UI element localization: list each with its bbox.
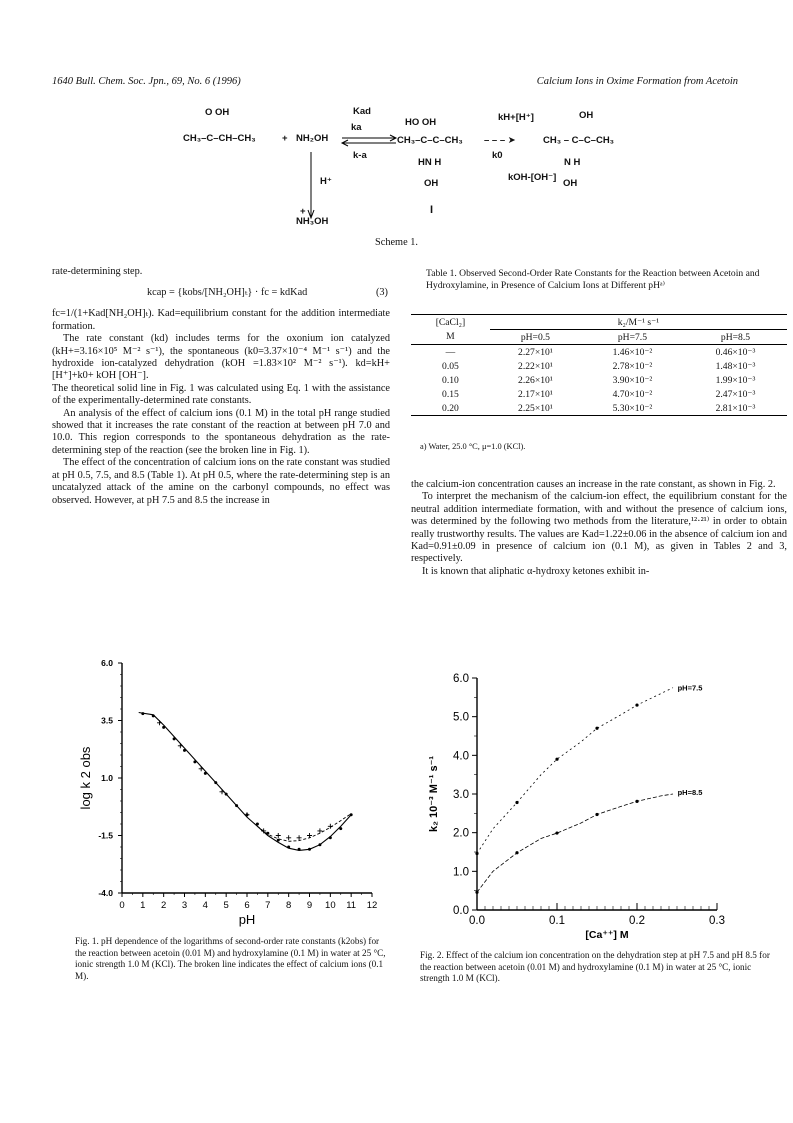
data-point xyxy=(287,846,290,849)
data-point xyxy=(595,727,598,730)
table-row xyxy=(411,401,787,416)
table1-col0-head: [CaCl₂] xyxy=(435,316,466,328)
table-cell: 2.22×10¹ xyxy=(518,360,553,372)
y-axis-label: log k 2 obs xyxy=(78,746,93,810)
table-row xyxy=(411,359,787,373)
x-tick-label: 9 xyxy=(306,900,313,911)
y-tick-label: 6.0 xyxy=(101,658,113,668)
data-point xyxy=(204,772,207,775)
table-cell: 0.10 xyxy=(442,374,459,386)
data-point xyxy=(235,804,238,807)
table1-caption-text: Observed Second-Order Rate Constants for the Reaction between Acetoin and Hydroxylamine, in Presence of Calcium Ions at Different pHᵃ⁾ xyxy=(426,268,760,291)
product-nh: N H xyxy=(564,157,581,168)
y-tick-label: 2.0 xyxy=(453,827,469,840)
table-cell: 1.99×10⁻³ xyxy=(715,374,756,386)
calcium-broken-curve xyxy=(257,814,351,842)
data-point xyxy=(595,813,598,816)
product-formula: CH₃ – C–C–CH₃ xyxy=(543,135,615,146)
x-tick-label: 1 xyxy=(140,900,146,911)
table-cell: 0.20 xyxy=(442,402,459,414)
data-point-plus xyxy=(178,743,183,748)
paragraph-theoretical: The theoretical solid line in Fig. 1 was calculated using Eq. 1 with the assistance of the experimentally-determined rate constants. xyxy=(52,382,390,407)
y-tick-label: 5.0 xyxy=(453,711,469,724)
koh-term: kOH-[OH⁻] xyxy=(508,172,557,183)
x-tick-label: 7 xyxy=(265,900,271,911)
figure1-caption: Fig. 1. pH dependence of the logarithms of second-order rate constants (k2obs) for the reaction between acetoin (0.01 M) and hydroxylamine (0.1 M) in water at 25 °C, ionic strength 1.0 M (KCl). The broken line indicates the effect of calcium ions (0.1 M). xyxy=(75,936,386,981)
table-row xyxy=(411,373,787,387)
data-point xyxy=(318,843,321,846)
data-point xyxy=(152,714,155,717)
data-point xyxy=(277,839,280,842)
protonation-arrow xyxy=(306,152,316,222)
table1-subhead: pH=0.5 xyxy=(520,331,550,343)
data-point xyxy=(256,823,259,826)
x-axis-label: pH xyxy=(238,912,256,927)
y-tick-label: 3.5 xyxy=(101,715,113,726)
paragraph-fc: fc=1/(1+Kad[NH₂OH]ₜ). Kad=equilibrium constant for the addition intermediate formation. xyxy=(52,308,390,332)
data-point xyxy=(141,712,144,715)
y-tick-label: -4.0 xyxy=(98,888,113,898)
equilibrium-arrow xyxy=(340,134,400,148)
data-point xyxy=(635,800,638,803)
table-cell: 4.70×10⁻² xyxy=(612,388,653,400)
table1-span-head: k₂/M⁻¹ s⁻¹ xyxy=(490,315,787,330)
data-point-plus xyxy=(199,766,204,771)
data-point xyxy=(193,760,196,763)
x-tick-label: 12 xyxy=(366,900,378,911)
intermediate-oh: OH xyxy=(424,178,439,189)
data-point-plus xyxy=(245,812,250,817)
table1-col0-unit: M xyxy=(446,331,455,343)
table-cell: 2.78×10⁻² xyxy=(612,360,653,372)
paragraph-concentration-effect: The effect of the concentration of calcium ions on the rate constant was studied at pH 0.5, 7.5, and 8.5 (Table 1). At pH 0.5, where the rate-determining step is an uncatalyzed attack of the amine on the carbonyl compounds, no effect was observed. However, at pH 7.5 and 8.5 the increase in xyxy=(52,457,390,506)
series-label: pH=7.5 xyxy=(677,683,703,693)
theoretical-solid-curve xyxy=(139,713,352,851)
data-point xyxy=(329,836,332,839)
y-axis-label: k₂ 10⁻³ M⁻¹ s⁻¹ xyxy=(428,755,440,833)
x-tick-label: 0 xyxy=(119,900,125,911)
table1-label: Table 1. xyxy=(426,268,457,279)
y-tick-label: 3.0 xyxy=(453,789,469,801)
reaction-scheme xyxy=(0,100,793,250)
data-point xyxy=(475,891,478,894)
data-point xyxy=(298,848,301,851)
left-column xyxy=(52,266,390,507)
fitted-curve xyxy=(477,794,673,892)
data-point-plus xyxy=(317,828,322,833)
intermediate-nh: HN H xyxy=(418,157,442,168)
x-tick-label: 0.0 xyxy=(469,915,485,927)
dash-arrow: – – – ➤ xyxy=(484,135,516,146)
paragraph-rds: rate-determining step. xyxy=(52,266,143,277)
data-point xyxy=(635,703,638,706)
paragraph-hydroxy-ketones: It is known that aliphatic α-hydroxy ketones exhibit in- xyxy=(422,565,650,577)
table-cell: 2.17×10¹ xyxy=(518,388,553,400)
intermediate-top-groups: HO OH xyxy=(405,117,437,128)
table1-subhead: pH=8.5 xyxy=(720,331,751,343)
figure1-axes xyxy=(78,658,377,927)
figure1-marks xyxy=(139,712,353,851)
hydroxylamine: NH₂OH xyxy=(296,133,329,144)
x-tick-label: 2 xyxy=(161,900,167,911)
table-row xyxy=(411,345,787,360)
kh-term: kH+[H⁺] xyxy=(498,112,534,123)
protonated-hydroxylamine: NH₃OH xyxy=(296,216,329,227)
data-point-plus xyxy=(157,720,162,725)
fitted-curve xyxy=(477,688,673,854)
table-cell: 2.81×10⁻³ xyxy=(715,402,756,414)
table-cell: 3.90×10⁻² xyxy=(612,374,653,386)
table-cell: 1.46×10⁻² xyxy=(612,346,653,358)
equation-3 xyxy=(52,278,390,308)
figure2-caption: Fig. 2. Effect of the calcium ion concentration on the dehydration step at pH 7.5 and pH 8.5 for the reaction between acetoin (0.01 M) and hydroxylamine (0.1 M) in water at 25 °C, ionic strength 1.0 M (KCl). xyxy=(420,950,770,984)
intermediate-formula: CH₃–C–C–CH₃ xyxy=(397,135,463,146)
x-tick-label: 6 xyxy=(244,900,250,911)
paragraph-increase: the calcium-ion concentration causes an increase in the rate constant, as shown in Fig. 2. xyxy=(411,479,776,490)
x-tick-label: 10 xyxy=(325,900,336,911)
y-tick-label: 6.0 xyxy=(453,673,469,685)
table-cell: 2.25×10¹ xyxy=(518,402,553,414)
k-minus-a-label: k-a xyxy=(353,150,367,161)
x-tick-label: 11 xyxy=(346,900,357,911)
running-header-left: 1640 Bull. Chem. Soc. Jpn., 69, No. 6 (1996) xyxy=(52,76,241,87)
data-point xyxy=(475,852,478,855)
acetoin-formula: CH₃–C–CH–CH₃ xyxy=(183,133,256,144)
scheme-caption: Scheme 1. xyxy=(375,237,418,248)
data-point xyxy=(515,801,518,804)
table1-subhead: pH=7.5 xyxy=(617,331,648,343)
table-row xyxy=(411,387,787,401)
data-point xyxy=(308,848,311,851)
data-point xyxy=(515,851,518,854)
table1-footnote: a) Water, 25.0 °C, μ=1.0 (KCl). xyxy=(420,442,526,451)
data-point-plus xyxy=(297,835,302,840)
right-column xyxy=(411,479,787,578)
table-cell: 0.46×10⁻³ xyxy=(715,346,756,358)
x-tick-label: 0.3 xyxy=(709,915,725,927)
figure2-chart xyxy=(412,665,757,949)
data-point xyxy=(555,831,558,834)
figure2-axes xyxy=(428,673,725,941)
table-cell: 1.48×10⁻³ xyxy=(715,360,756,372)
data-point xyxy=(266,832,269,835)
x-tick-label: 8 xyxy=(286,900,292,911)
table1-caption xyxy=(426,268,774,291)
data-point xyxy=(173,737,176,740)
table-cell: 5.30×10⁻² xyxy=(612,402,653,414)
paragraph-mechanism: To interpret the mechanism of the calcium-ion effect, the equilibrium constant for the neutral addition intermediate formation, with and without the presence of calcium ions, was determined by the following two methods from the literature,¹²·²¹⁾ in order to obtain really trustworthy results. The values are Kad=1.22±0.06 in the absence of calcium ion and Kad=0.91±0.09 in presence of calcium ion (0.1 M), as given in Tables 2 and 3, respectively. xyxy=(411,491,787,565)
kad-label: Kad xyxy=(353,106,371,117)
y-tick-label: -1.5 xyxy=(98,830,113,841)
acetoin-top-groups: O OH xyxy=(205,107,230,118)
data-point xyxy=(555,758,558,761)
x-tick-label: 4 xyxy=(202,900,208,911)
plus-sign: + xyxy=(282,133,288,144)
data-point xyxy=(350,813,353,816)
y-tick-label: 1.0 xyxy=(101,773,113,783)
equation-3-body: kcap = {kobs/[NH₂OH]ₜ} · fc = kdKad xyxy=(147,287,308,299)
running-header-right: Calcium Ions in Oxime Formation from Acetoin xyxy=(536,76,738,87)
x-tick-label: 3 xyxy=(181,900,188,911)
data-point xyxy=(162,726,165,729)
proton-label: H⁺ xyxy=(320,176,332,187)
table-cell: 0.05 xyxy=(442,360,459,372)
table-cell: 0.15 xyxy=(442,388,459,400)
data-point-plus xyxy=(276,833,281,838)
x-tick-label: 0.2 xyxy=(629,915,645,927)
ka-label: ka xyxy=(351,122,362,133)
equation-3-number: (3) xyxy=(375,287,388,299)
paragraph-rate-constant: The rate constant (kd) includes terms for the oxonium ion catalyzed (kH+=3.16×10⁵ M⁻² s⁻¹), the spontaneous (k0=3.37×10⁻⁴ M⁻¹ s⁻¹) and the hydroxide ion-catalyzed dehydration (kOH =1.83×10² M⁻² s⁻¹). kd=kH+[H⁺]+k0+ kOH [OH⁻]. xyxy=(52,333,390,382)
product-oh: OH xyxy=(563,178,578,189)
y-tick-label: 1.0 xyxy=(453,866,469,879)
figure1-chart xyxy=(60,655,390,927)
table-cell: — xyxy=(445,346,456,358)
data-point xyxy=(183,749,186,752)
data-point-plus xyxy=(286,835,291,840)
data-point xyxy=(339,827,342,830)
table-cell: 2.26×10¹ xyxy=(518,374,553,386)
product-top-group: OH xyxy=(579,110,594,121)
data-point xyxy=(214,781,217,784)
paragraph-calcium-analysis: An analysis of the effect of calcium ions (0.1 M) in the total pH range studied showed that it increases the rate constant of the reaction at between pH 7.0 and 10.0. This region corresponds to the spontaneous dehydration as the rate-determining step of the reaction (see the broken line in Fig. 1). xyxy=(52,407,390,456)
data-point-plus xyxy=(220,789,225,794)
k0-term: k0 xyxy=(492,150,503,161)
y-tick-label: 0.0 xyxy=(453,905,469,917)
table-cell: 2.47×10⁻³ xyxy=(715,388,756,400)
figure2-marks xyxy=(475,684,702,894)
ammonium-charge: + xyxy=(300,206,306,217)
data-point-plus xyxy=(307,833,312,838)
data-point xyxy=(225,793,228,796)
table-cell: 2.27×10¹ xyxy=(518,346,553,358)
x-tick-label: 0.1 xyxy=(549,915,565,927)
x-axis-label: [Ca⁺⁺] M xyxy=(585,929,629,941)
series-label: pH=8.5 xyxy=(677,788,703,798)
x-tick-label: 5 xyxy=(223,900,229,911)
y-tick-label: 4.0 xyxy=(453,750,469,763)
table1 xyxy=(411,314,787,416)
intermediate-label: I xyxy=(430,204,434,216)
